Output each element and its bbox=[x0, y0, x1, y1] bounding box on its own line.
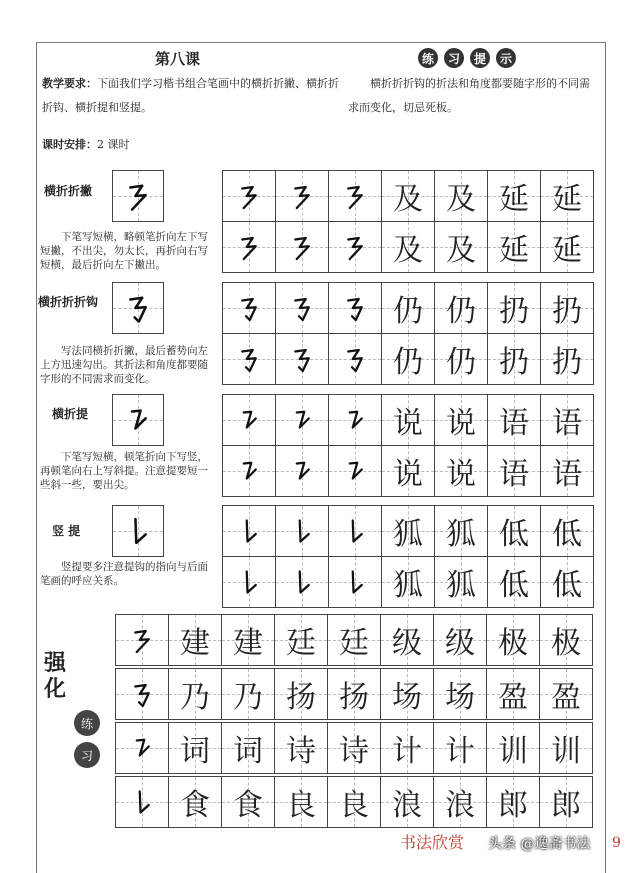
grid-cell bbox=[539, 722, 593, 774]
grid-cell bbox=[434, 505, 488, 557]
grid-cell bbox=[221, 722, 275, 774]
tips-title-char: 练 bbox=[418, 48, 438, 68]
practice-char: 延 bbox=[499, 233, 529, 268]
grid-cell bbox=[222, 221, 276, 273]
requirement-label: 教学要求： bbox=[42, 77, 97, 90]
practice-char: 计 bbox=[445, 734, 475, 769]
practice-char: 浪 bbox=[392, 788, 422, 823]
stroke-description: 写法同横折折撇，最后蓄势向左上方迅速勾出。其折法和角度都要随字形的不同需求而变化。 bbox=[40, 345, 208, 385]
grid-cell bbox=[381, 556, 435, 608]
footer-text: 书法欣赏 bbox=[400, 833, 465, 852]
practice-char: 廷 bbox=[339, 626, 369, 661]
schedule-label: 课时安排： bbox=[42, 138, 97, 151]
grid-cell bbox=[434, 170, 488, 222]
grid-cell bbox=[274, 776, 328, 828]
shuti-stroke-icon bbox=[121, 514, 155, 548]
grid-cell bbox=[381, 221, 435, 273]
grid-cell bbox=[115, 722, 169, 774]
grid-cell bbox=[539, 776, 593, 828]
practice-char: 仍 bbox=[446, 345, 476, 380]
practice-char: 极 bbox=[498, 626, 528, 661]
grid-cell bbox=[275, 505, 329, 557]
practice-char: 训 bbox=[551, 734, 581, 769]
grid-cell bbox=[328, 445, 382, 497]
hengzhezhezhegou-stroke-icon bbox=[287, 344, 317, 374]
practice-badge: 练 bbox=[74, 710, 100, 736]
stroke-description: 下笔写短横，略顿笔折向左下写短撇，不出尖，勿太长，再折向右写短横，最后折向左下撇出。 bbox=[40, 231, 208, 271]
grid-cell bbox=[275, 333, 329, 385]
grid-cell bbox=[486, 722, 540, 774]
grid-cell bbox=[539, 614, 593, 666]
grid-cell bbox=[433, 614, 487, 666]
grid-cell bbox=[433, 776, 487, 828]
practice-char: 场 bbox=[392, 680, 422, 715]
practice-char: 场 bbox=[445, 680, 475, 715]
practice-char: 扔 bbox=[499, 345, 529, 380]
practice-char: 盈 bbox=[551, 680, 581, 715]
grid-cell bbox=[222, 333, 276, 385]
practice-char: 延 bbox=[552, 233, 582, 268]
hengzhezhezhegou-stroke-icon bbox=[127, 679, 157, 709]
grid-cell bbox=[221, 614, 275, 666]
practice-char: 语 bbox=[552, 406, 582, 441]
practice-char: 延 bbox=[499, 182, 529, 217]
practice-char: 及 bbox=[393, 182, 423, 217]
grid-cell bbox=[487, 282, 541, 334]
grid-cell bbox=[222, 170, 276, 222]
practice-char: 仍 bbox=[446, 294, 476, 329]
reinforce-char: 化 bbox=[44, 676, 67, 702]
grid-cell bbox=[168, 668, 222, 720]
practice-char: 浪 bbox=[445, 788, 475, 823]
practice-char: 扔 bbox=[552, 294, 582, 329]
grid-cell bbox=[275, 282, 329, 334]
hengzhezhezhegou-stroke-icon bbox=[340, 293, 370, 323]
grid-cell bbox=[487, 445, 541, 497]
grid-cell bbox=[168, 776, 222, 828]
grid-cell bbox=[222, 282, 276, 334]
grid-cell bbox=[327, 722, 381, 774]
hengzhezhepie-stroke-icon bbox=[340, 181, 370, 211]
hengzhezhepie-stroke-icon bbox=[340, 232, 370, 262]
grid-cell bbox=[540, 556, 594, 608]
practice-char: 盈 bbox=[498, 680, 528, 715]
grid-cell bbox=[328, 282, 382, 334]
grid-cell bbox=[381, 282, 435, 334]
grid-cell bbox=[380, 722, 434, 774]
stroke-name: 横折折撇 bbox=[44, 184, 93, 198]
shuti-stroke-icon bbox=[234, 516, 264, 546]
practice-char: 仍 bbox=[393, 345, 423, 380]
grid-cell bbox=[434, 556, 488, 608]
hengzheti-stroke-icon bbox=[127, 733, 157, 763]
page-number: 9 bbox=[612, 835, 621, 851]
grid-cell bbox=[222, 505, 276, 557]
tips-title bbox=[418, 48, 516, 68]
grid-cell bbox=[275, 221, 329, 273]
practice-char: 建 bbox=[233, 626, 263, 661]
stroke-name: 横折提 bbox=[52, 407, 89, 421]
model-stroke-box bbox=[112, 282, 164, 334]
practice-char: 说 bbox=[393, 457, 423, 492]
practice-char: 延 bbox=[552, 182, 582, 217]
grid-cell bbox=[381, 394, 435, 446]
hengzheti-stroke-icon bbox=[234, 456, 264, 486]
grid-cell bbox=[221, 776, 275, 828]
practice-char: 诗 bbox=[339, 734, 369, 769]
practice-char: 低 bbox=[499, 568, 529, 603]
grid-cell bbox=[222, 394, 276, 446]
hengzhezhepie-stroke-icon bbox=[287, 232, 317, 262]
grid-cell bbox=[380, 668, 434, 720]
hengzhezhezhegou-stroke-icon bbox=[340, 344, 370, 374]
practice-char: 极 bbox=[551, 626, 581, 661]
grid-cell bbox=[434, 445, 488, 497]
practice-char: 训 bbox=[498, 734, 528, 769]
requirement-text: 下面我们学习楷书组合笔画中的横折折撇、横折折折钩、横折提和竖提。 bbox=[42, 77, 339, 114]
shuti-stroke-icon bbox=[287, 516, 317, 546]
grid-cell bbox=[380, 776, 434, 828]
practice-char: 低 bbox=[552, 568, 582, 603]
grid-cell bbox=[381, 333, 435, 385]
grid-cell bbox=[328, 170, 382, 222]
model-stroke-box bbox=[112, 505, 164, 557]
practice-char: 良 bbox=[286, 788, 316, 823]
grid-cell bbox=[540, 170, 594, 222]
grid-cell bbox=[487, 333, 541, 385]
practice-char: 说 bbox=[446, 457, 476, 492]
grid-cell bbox=[275, 394, 329, 446]
shuti-stroke-icon bbox=[127, 787, 157, 817]
tips-text: 横折折折钩的折法和角度都要随字形的不同需求而变化，切忌死板。 bbox=[348, 77, 590, 114]
practice-char: 郎 bbox=[551, 788, 581, 823]
reinforce-label bbox=[44, 650, 68, 702]
grid-cell bbox=[540, 221, 594, 273]
grid-cell bbox=[115, 614, 169, 666]
grid-cell bbox=[486, 668, 540, 720]
grid-cell bbox=[274, 614, 328, 666]
practice-char: 词 bbox=[233, 734, 263, 769]
grid-cell bbox=[380, 614, 434, 666]
hengzhezhepie-stroke-icon bbox=[287, 181, 317, 211]
grid-cell bbox=[328, 333, 382, 385]
practice-char: 说 bbox=[446, 406, 476, 441]
grid-cell bbox=[328, 394, 382, 446]
practice-char: 扬 bbox=[286, 680, 316, 715]
grid-cell bbox=[487, 556, 541, 608]
grid-cell bbox=[274, 668, 328, 720]
grid-cell bbox=[540, 394, 594, 446]
stroke-name: 横折折折钩 bbox=[38, 295, 99, 309]
practice-char: 低 bbox=[552, 517, 582, 552]
practice-char: 乃 bbox=[233, 680, 263, 715]
grid-cell bbox=[540, 282, 594, 334]
hengzhezhezhegou-stroke-icon bbox=[121, 291, 155, 325]
practice-char: 食 bbox=[233, 788, 263, 823]
grid-cell bbox=[487, 505, 541, 557]
practice-char: 计 bbox=[392, 734, 422, 769]
schedule bbox=[42, 136, 130, 152]
practice-char: 扔 bbox=[499, 294, 529, 329]
grid-cell bbox=[275, 556, 329, 608]
practice-char: 语 bbox=[499, 406, 529, 441]
grid-cell bbox=[115, 668, 169, 720]
stroke-description: 竖提要多注意提钩的指向与后面笔画的呼应关系。 bbox=[40, 561, 208, 587]
grid-cell bbox=[486, 776, 540, 828]
hengzhezhepie-stroke-icon bbox=[234, 181, 264, 211]
grid-cell bbox=[222, 445, 276, 497]
practice-badge: 习 bbox=[74, 742, 100, 768]
grid-cell bbox=[327, 668, 381, 720]
shuti-stroke-icon bbox=[340, 567, 370, 597]
practice-char: 廷 bbox=[286, 626, 316, 661]
practice-char: 良 bbox=[339, 788, 369, 823]
practice-char: 狐 bbox=[446, 517, 476, 552]
shuti-stroke-icon bbox=[340, 516, 370, 546]
practice-char: 及 bbox=[446, 182, 476, 217]
shuti-stroke-icon bbox=[287, 567, 317, 597]
practice-char: 级 bbox=[392, 626, 422, 661]
hengzheti-stroke-icon bbox=[287, 405, 317, 435]
grid-cell bbox=[221, 668, 275, 720]
lesson-title: 第八课 bbox=[155, 50, 201, 68]
teaching-requirement bbox=[42, 72, 342, 120]
grid-cell bbox=[381, 445, 435, 497]
grid-cell bbox=[328, 221, 382, 273]
hengzheti-stroke-icon bbox=[234, 405, 264, 435]
grid-cell bbox=[168, 722, 222, 774]
hengzheti-stroke-icon bbox=[287, 456, 317, 486]
stroke-name: 竖 提 bbox=[52, 524, 81, 538]
practice-char: 语 bbox=[552, 457, 582, 492]
grid-cell bbox=[274, 722, 328, 774]
practice-char: 建 bbox=[180, 626, 210, 661]
practice-char: 仍 bbox=[393, 294, 423, 329]
practice-char: 语 bbox=[499, 457, 529, 492]
grid-cell bbox=[487, 170, 541, 222]
model-stroke-box bbox=[112, 394, 164, 446]
grid-cell bbox=[486, 614, 540, 666]
tips-title-char: 提 bbox=[470, 48, 490, 68]
hengzheti-stroke-icon bbox=[121, 403, 155, 437]
grid-cell bbox=[275, 170, 329, 222]
reinforce-char: 强 bbox=[44, 650, 67, 676]
practice-char: 低 bbox=[499, 517, 529, 552]
hengzheti-stroke-icon bbox=[340, 405, 370, 435]
hengzheti-stroke-icon bbox=[340, 456, 370, 486]
hengzhezhezhegou-stroke-icon bbox=[234, 344, 264, 374]
hengzhezhezhegou-stroke-icon bbox=[234, 293, 264, 323]
practice-char: 扬 bbox=[339, 680, 369, 715]
grid-cell bbox=[381, 505, 435, 557]
grid-cell bbox=[433, 668, 487, 720]
grid-cell bbox=[540, 333, 594, 385]
hengzhezhepie-stroke-icon bbox=[234, 232, 264, 262]
practice-char: 食 bbox=[180, 788, 210, 823]
grid-cell bbox=[327, 776, 381, 828]
grid-cell bbox=[540, 505, 594, 557]
grid-cell bbox=[433, 722, 487, 774]
grid-cell bbox=[275, 445, 329, 497]
practice-char: 说 bbox=[393, 406, 423, 441]
practice-char: 乃 bbox=[180, 680, 210, 715]
schedule-value: 2 课时 bbox=[97, 138, 130, 151]
grid-cell bbox=[434, 221, 488, 273]
practice-char: 词 bbox=[180, 734, 210, 769]
hengzhezhezhegou-stroke-icon bbox=[287, 293, 317, 323]
practice-char: 诗 bbox=[286, 734, 316, 769]
grid-cell bbox=[328, 556, 382, 608]
practice-char: 级 bbox=[445, 626, 475, 661]
grid-cell bbox=[115, 776, 169, 828]
stroke-description: 下笔写短横，顿笔折向下写竖，再顿笔向右上写斜提。注意提要短一些斜一些，要出尖。 bbox=[40, 451, 208, 491]
grid-cell bbox=[434, 394, 488, 446]
practice-char: 郎 bbox=[498, 788, 528, 823]
grid-cell bbox=[222, 556, 276, 608]
practice-char: 狐 bbox=[393, 517, 423, 552]
grid-cell bbox=[487, 394, 541, 446]
grid-cell bbox=[434, 333, 488, 385]
model-stroke-box bbox=[112, 170, 164, 222]
hengzhezhepie-stroke-icon bbox=[121, 179, 155, 213]
practice-char: 狐 bbox=[393, 568, 423, 603]
practice-char: 扔 bbox=[552, 345, 582, 380]
hengzhezhepie-stroke-icon bbox=[127, 625, 157, 655]
grid-cell bbox=[168, 614, 222, 666]
shuti-stroke-icon bbox=[234, 567, 264, 597]
grid-cell bbox=[434, 282, 488, 334]
grid-cell bbox=[328, 505, 382, 557]
tips-title-char: 习 bbox=[444, 48, 464, 68]
grid-cell bbox=[487, 221, 541, 273]
practice-char: 及 bbox=[446, 233, 476, 268]
grid-cell bbox=[381, 170, 435, 222]
tips-title-char: 示 bbox=[496, 48, 516, 68]
grid-cell bbox=[540, 445, 594, 497]
grid-cell bbox=[327, 614, 381, 666]
practice-char: 及 bbox=[393, 233, 423, 268]
grid-cell bbox=[539, 668, 593, 720]
practice-char: 狐 bbox=[446, 568, 476, 603]
watermark: 头条 @逸斋书法 bbox=[488, 836, 591, 852]
